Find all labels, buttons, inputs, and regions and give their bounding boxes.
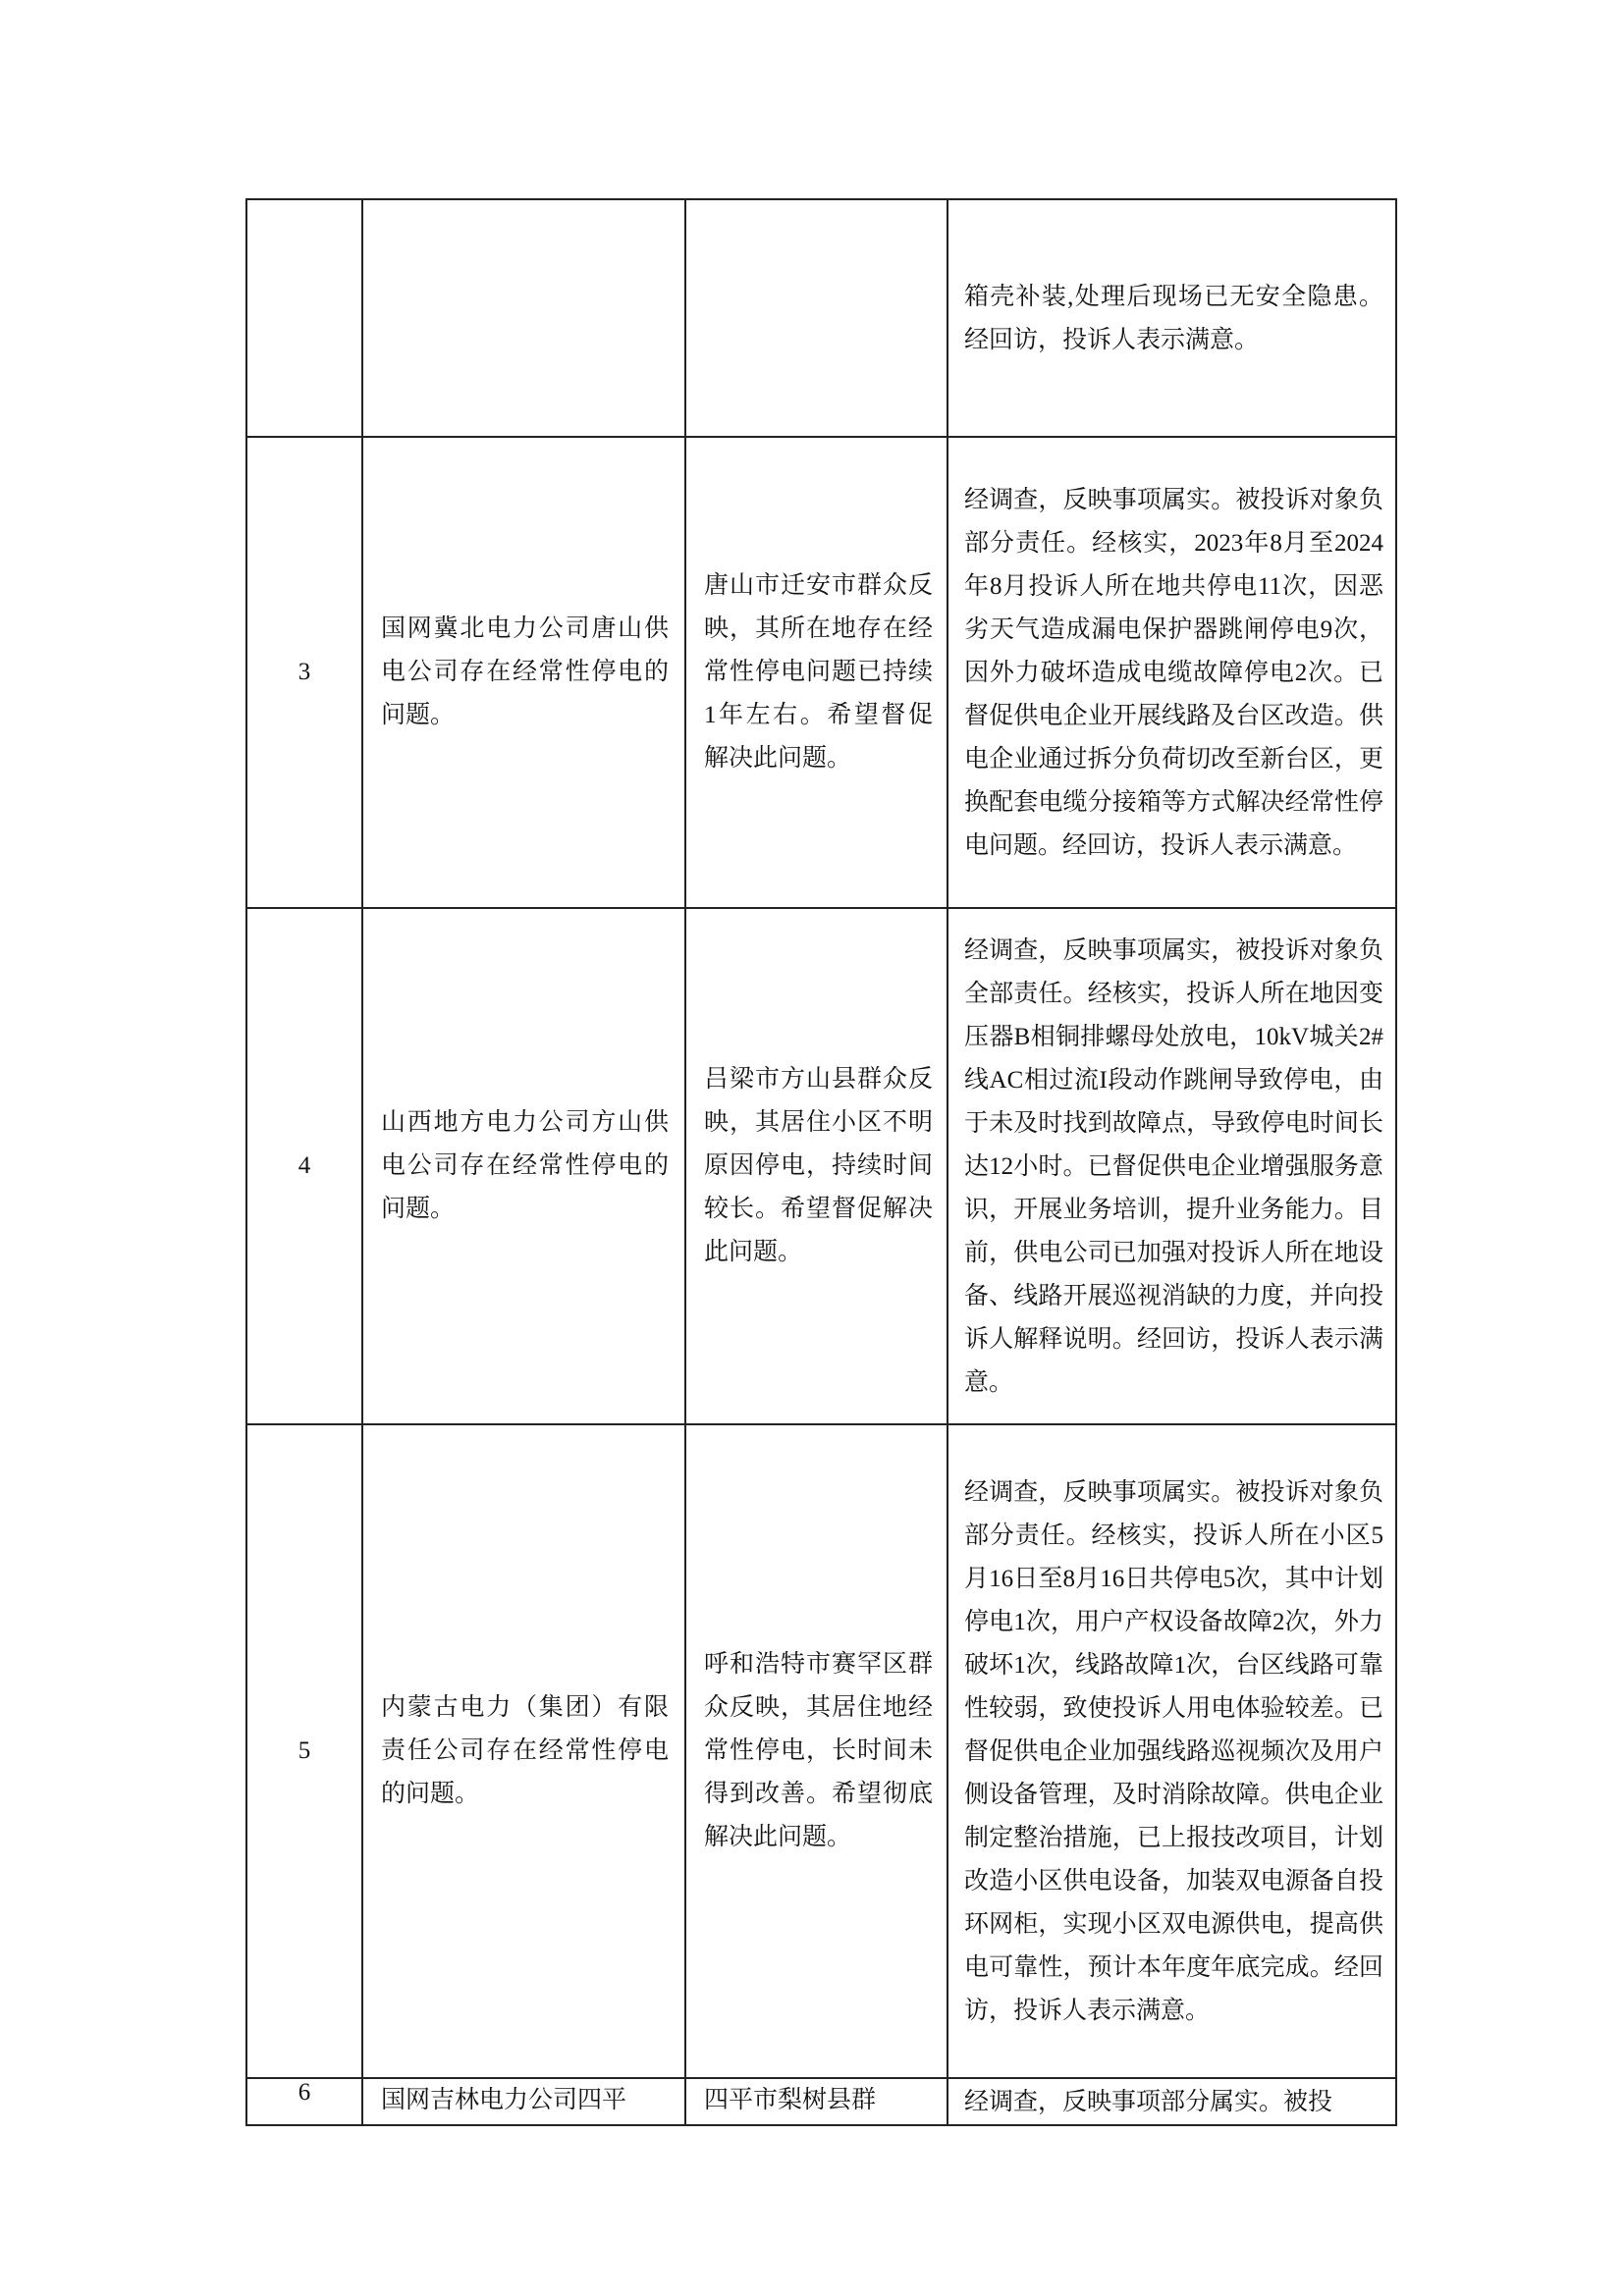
complaint-text: 吕梁市方山县群众反映，其居住小区不明原因停电，持续时间较长。希望督促解决此问题。 xyxy=(704,1066,933,1265)
subject-cell xyxy=(362,908,685,1424)
complaint-cell xyxy=(685,908,947,1424)
table-row xyxy=(246,199,1396,437)
subject-text: 国网冀北电力公司唐山供电公司存在经常性停电的问题。 xyxy=(381,615,669,728)
row-number-cell xyxy=(246,437,362,908)
subject-cell xyxy=(362,199,685,437)
subject-cell xyxy=(362,437,685,908)
table-row xyxy=(246,2078,1396,2125)
complaint-cell xyxy=(685,199,947,437)
complaint-text: 四平市梨树县群 xyxy=(704,2087,877,2113)
table-row xyxy=(246,1424,1396,2078)
complaint-cell xyxy=(685,2078,947,2125)
result-text: 箱壳补装,处理后现场已无安全隐患。经回访，投诉人表示满意。 xyxy=(964,284,1383,353)
complaint-cell xyxy=(685,437,947,908)
row-number: 4 xyxy=(298,1152,311,1179)
row-number: 6 xyxy=(298,2079,311,2106)
result-cell xyxy=(947,908,1396,1424)
result-text: 经调查，反映事项属实。被投诉对象负部分责任。经核实，2023年8月至2024年8月投诉人所在地共停电11次，因恶劣天气造成漏电保护器跳闸停电9次，因外力破坏造成电缆故障停电2次。已督促供电企业开展线路及台区改造。供电企业通过拆分负荷切改至新台区，更换配套电缆分接箱等方式解决经常性停电问题。经回访，投诉人表示满意。 xyxy=(964,487,1383,859)
result-text: 经调查，反映事项属实。被投诉对象负部分责任。经核实，投诉人所在小区5月16日至8月16日共停电5次，其中计划停电1次，用户产权设备故障2次，外力破坏1次，线路故障1次，台区线路可靠性较弱，致使投诉人用电体验较差。已督促供电企业加强线路巡视频次及用户侧设备管理，及时消除故障。供电企业制定整治措施，已上报技改项目，计划改造小区供电设备，加装双电源备自投环网柜，实现小区双电源供电，提高供电可靠性，预计本年度年底完成。经回访，投诉人表示满意。 xyxy=(964,1479,1383,2024)
result-cell xyxy=(947,1424,1396,2078)
subject-text: 山西地方电力公司方山供电公司存在经常性停电的问题。 xyxy=(381,1109,669,1222)
row-number: 5 xyxy=(298,1737,311,1764)
result-text: 经调查，反映事项部分属实。被投 xyxy=(964,2089,1333,2115)
table-row xyxy=(246,437,1396,908)
row-number-cell xyxy=(246,908,362,1424)
subject-cell xyxy=(362,2078,685,2125)
result-cell xyxy=(947,2078,1396,2125)
row-number-cell xyxy=(246,1424,362,2078)
complaint-text: 唐山市迁安市群众反映，其所在地存在经常性停电问题已持续1年左右。希望督促解决此问题。 xyxy=(704,572,933,772)
row-number-cell xyxy=(246,199,362,437)
result-text: 经调查，反映事项属实，被投诉对象负全部责任。经核实，投诉人所在地因变压器B相铜排螺母处放电，10kV城关2#线AC相过流I段动作跳闸导致停电，由于未及时找到故障点，导致停电时间长达12小时。已督促供电企业增强服务意识，开展业务培训，提升业务能力。目前，供电公司已加强对投诉人所在地设备、线路开展巡视消缺的力度，并向投诉人解释说明。经回访，投诉人表示满意。 xyxy=(964,937,1383,1396)
subject-text: 内蒙古电力（集团）有限责任公司存在经常性停电的问题。 xyxy=(381,1694,669,1807)
complaint-text: 呼和浩特市赛罕区群众反映，其居住地经常性停电，长时间未得到改善。希望彻底解决此问题。 xyxy=(704,1651,933,1850)
subject-text: 国网吉林电力公司四平 xyxy=(381,2087,627,2113)
subject-cell xyxy=(362,1424,685,2078)
complaint-table xyxy=(245,198,1397,2126)
row-number-cell xyxy=(246,2078,362,2125)
table-row xyxy=(246,908,1396,1424)
complaint-cell xyxy=(685,1424,947,2078)
row-number: 3 xyxy=(298,659,311,685)
result-cell xyxy=(947,437,1396,908)
result-cell xyxy=(947,199,1396,437)
